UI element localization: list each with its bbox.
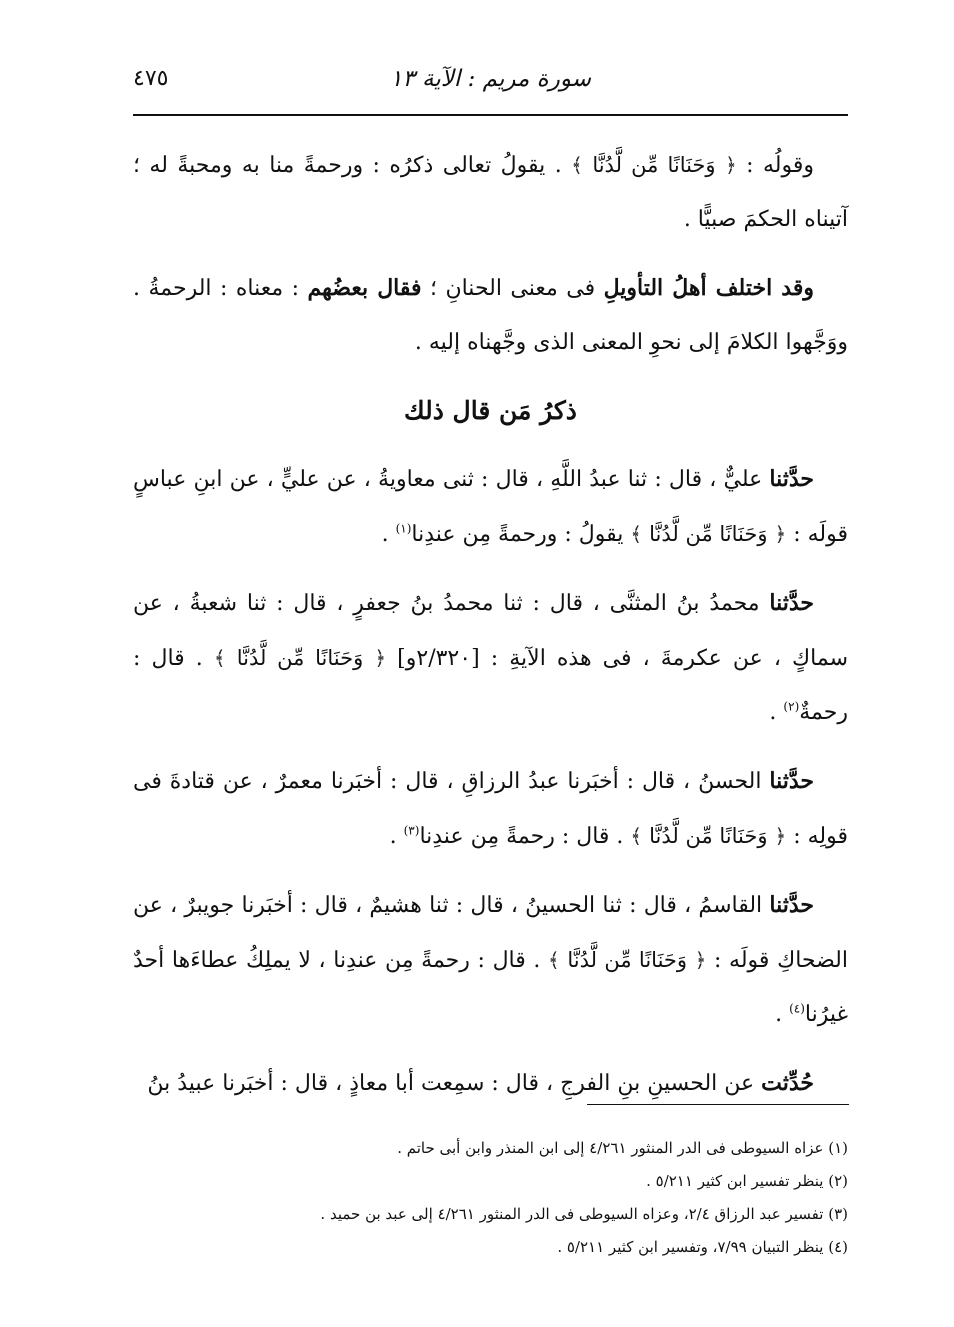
section-heading: ذكرُ مَن قال ذلك <box>404 396 577 425</box>
narration-lead: حدَّثنا <box>769 466 814 492</box>
quran-bracket-open: ﴿ <box>774 522 787 546</box>
footnote-rule <box>587 1104 849 1105</box>
narration-text: محمدُ بنُ المثنَّى ، قال : ثنا محمدُ بنُ جعفرٍ ، قال : ثنا شعبةُ ، عن سماكٍ ، عن عكرمةَ ، فى هذه الآيةِ : <box>133 591 849 671</box>
narration-text: . قال : رحمةً مِن عندِنا ، لا يملِكُ عطاءَها أحدٌ غيرُنا <box>133 948 848 1027</box>
narration <box>133 878 848 1042</box>
footnote-ref: (٣) <box>403 823 420 838</box>
paragraph-disagreement <box>133 261 848 370</box>
quran-bracket-open: ﴿ <box>374 646 387 670</box>
narration-text: . قال : رحمةٌ <box>133 646 848 725</box>
quran-bracket-close: ﴾ <box>630 522 643 546</box>
narration <box>133 1056 848 1111</box>
running-title: سورة مريم : الآية ١٣ <box>390 66 591 92</box>
footnote-ref: (٢) <box>783 699 800 714</box>
paragraph-text: : معناه : الرحمةُ . ووَجَّهوا الكلامَ إلى نحوِ المعنى الذى وجَّهناه إليه . <box>133 276 848 355</box>
narration-end: . <box>389 824 404 849</box>
footnote-ref: (٤) <box>789 1001 805 1016</box>
footnote: (٢) ينظر تفسير ابن كثير ٥/٢١١ . <box>646 1172 848 1190</box>
footnote-ref: (١) <box>395 521 412 536</box>
footnote: (١) عزاه السيوطى فى الدر المنثور ٤/٢٦١ إلى ابن المنذر وابن أبى حاتم . <box>397 1139 848 1157</box>
quran-quote: وَحَنَانًا مِّن لَّدُنَّا <box>567 948 688 972</box>
quran-bracket-open: ﴿ <box>774 824 787 848</box>
narration-lead: حدَّثنا <box>769 892 814 918</box>
quran-quote: وَحَنَانًا مِّن لَّدُنَّا <box>592 153 716 177</box>
narration-end: . <box>381 522 396 547</box>
quran-bracket-close: ﴾ <box>213 646 226 670</box>
quran-bracket-close: ﴾ <box>571 153 583 177</box>
bold-phrase: فقال بعضُهم <box>307 275 422 301</box>
narration <box>133 754 848 864</box>
narration-text: الحسنُ ، قال : أخبَرنا عبدُ الرزاقِ ، قال : أخبَرنا معمرٌ ، عن قتادةَ فى قولِه : <box>133 769 848 849</box>
running-header <box>133 56 848 112</box>
narration <box>133 576 848 740</box>
paragraph-intro <box>133 138 848 247</box>
bold-phrase: وقد اختلف أهلُ التأويلِ <box>603 275 814 301</box>
quran-bracket-close: ﴾ <box>630 824 643 848</box>
narration-text: . قال : رحمةً مِن عندِنا <box>419 824 624 849</box>
quran-quote: وَحَنَانًا مِّن لَّدُنَّا <box>649 824 768 848</box>
narration-lead: حُدِّثت <box>761 1070 814 1096</box>
narration-text: يقولُ : ورحمةً مِن عندِنا <box>411 522 624 547</box>
narration-lead: حدَّثنا <box>769 590 814 616</box>
quran-quote: وَحَنَانًا مِّن لَّدُنَّا <box>236 646 364 670</box>
manuscript-ref: [٢/٣٢٠و] <box>397 646 480 671</box>
narration-end: . <box>769 700 784 725</box>
quran-bracket-close: ﴾ <box>548 948 560 972</box>
narration-text: القاسمُ ، قال : ثنا الحسينُ ، قال : ثنا هشيمٌ ، قال : أخبَرنا جويبرٌ ، عن الضحاكِ قولَه : <box>133 893 848 973</box>
header-rule <box>133 114 848 116</box>
paragraph-text: . يقولُ تعالى ذكرُه : ورحمةً منا به ومحبةً له ؛ آتيناه الحكمَ صبيًّا . <box>133 153 848 232</box>
page-number: ٤٧٥ <box>133 66 169 91</box>
paragraph-lead: وقولُه : <box>736 153 814 178</box>
footnote: (٣) تفسير عبد الرزاق ٢/٤، وعزاه السيوطى فى الدر المنثور ٤/٢٦١ إلى عبد بن حميد . <box>320 1205 848 1223</box>
footnote: (٤) ينظر التبيان ٧/٩٩، وتفسير ابن كثير ٥/٢١١ . <box>557 1238 848 1256</box>
quran-bracket-open: ﴿ <box>724 153 737 177</box>
narration-end: . <box>775 1002 790 1027</box>
quran-quote: وَحَنَانًا مِّن لَّدُنَّا <box>649 522 768 546</box>
narration-text: عن الحسينِ بنِ الفرجِ ، قال : سمِعت أبا معاذٍ ، قال : أخبَرنا عبيدُ بنُ <box>147 1071 762 1096</box>
main-text <box>133 138 848 1125</box>
narration <box>133 452 848 562</box>
footnotes <box>133 1132 848 1264</box>
narration-text: عليٌّ ، قال : ثنا عبدُ اللَّهِ ، قال : ثنى معاويةُ ، عن عليٍّ ، عن ابنِ عباسٍ قولَه : <box>133 467 848 547</box>
paragraph-text: فى معنى الحنانِ ؛ <box>421 276 604 301</box>
quran-bracket-open: ﴿ <box>694 948 707 972</box>
narration-lead: حدَّثنا <box>769 768 814 794</box>
